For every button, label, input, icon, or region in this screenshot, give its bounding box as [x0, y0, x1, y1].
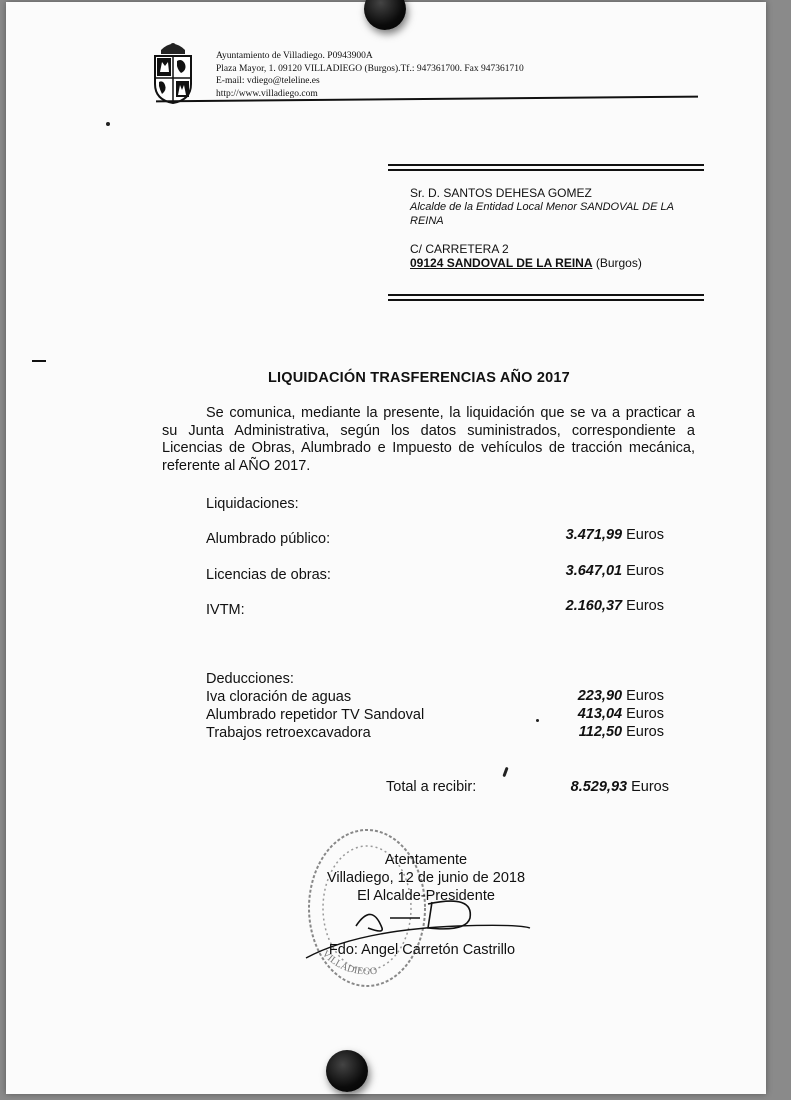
- amount-value: 413,04: [577, 706, 623, 722]
- seal-text: VILLADIEGO: [319, 948, 378, 978]
- amount-unit: Euros: [622, 563, 664, 579]
- liquidacion-amount: [566, 527, 664, 543]
- document-title: LIQUIDACIÓN TRASFERENCIAS AÑO 2017: [268, 370, 570, 386]
- letter-page: [6, 2, 766, 1094]
- letterhead-name: Ayuntamiento de Villadiego. P0943900A: [216, 51, 373, 61]
- closing-position: El Alcalde-Presidente: [357, 888, 495, 904]
- recipient-province: (Burgos): [592, 256, 642, 270]
- closing-greeting: Atentamente: [384, 852, 468, 868]
- liquidacion-label: Alumbrado público:: [206, 531, 331, 547]
- amount-value: 3.647,01: [565, 563, 623, 579]
- deducciones-heading: Deducciones:: [206, 671, 294, 687]
- letterhead-website: http://www.villadiego.com: [216, 88, 318, 99]
- deduccion-amount: [578, 688, 664, 704]
- recipient-role: Alcalde de la Entidad Local Menor SANDOVAL DE LA REINA: [410, 201, 674, 227]
- amount-unit: Euros: [622, 527, 664, 543]
- amount-value: 3.471,99: [565, 527, 623, 543]
- amount-value: 223,90: [577, 688, 623, 704]
- ink-speck: [502, 767, 508, 777]
- liquidacion-label: Licencias de obras:: [206, 567, 331, 583]
- letterhead: [216, 50, 524, 100]
- push-pin-bottom: [326, 1050, 368, 1092]
- address-rule-top-2: [388, 169, 704, 171]
- amount-unit: Euros: [627, 779, 669, 795]
- amount-unit: Euros: [622, 598, 664, 614]
- deduccion-amount: [578, 706, 664, 722]
- recipient-address: [410, 186, 710, 270]
- closing-place-date: Villadiego, 12 de junio de 2018: [326, 870, 526, 886]
- ink-speck: [536, 719, 539, 722]
- deduccion-label: Iva cloración de aguas: [206, 689, 352, 705]
- handwritten-signature: [298, 884, 538, 974]
- deduccion-label: Alumbrado repetidor TV Sandoval: [206, 707, 425, 723]
- amount-value: 8.529,93: [570, 779, 628, 795]
- deduccion-amount: [579, 724, 664, 740]
- amount-unit: Euros: [622, 706, 664, 722]
- amount-unit: Euros: [622, 688, 664, 704]
- recipient-postcode-city: 09124 SANDOVAL DE LA REINA: [410, 256, 593, 270]
- address-rule-bottom-2: [388, 299, 704, 301]
- liquidacion-amount: [566, 563, 664, 579]
- address-rule-top-1: [388, 164, 704, 166]
- recipient-city: [410, 256, 710, 270]
- liquidacion-label: IVTM:: [206, 602, 245, 618]
- letterhead-address: Plaza Mayor, 1. 09120 VILLADIEGO (Burgos).Tf.: 947361700. Fax 947361710: [216, 63, 524, 74]
- recipient-name: Sr. D. SANTOS DEHESA GOMEZ: [410, 186, 592, 200]
- amount-unit: Euros: [622, 724, 664, 740]
- recipient-street: C/ CARRETERA 2: [410, 242, 509, 256]
- body-paragraph: [162, 405, 695, 475]
- ink-speck: [106, 122, 110, 126]
- letterhead-email: E-mail: vdiego@teleline.es: [216, 76, 320, 86]
- body-text: Se comunica, mediante la presente, la liquidación que se va a practicar a su Junta Administrativa, según los datos suministrados, correspondiente a Licencias de Obras, Alumbrado e Impuesto de vehículos de tracción mecánica, referente al AÑO 2017.: [162, 405, 695, 474]
- address-rule-bottom-1: [388, 294, 704, 296]
- coat-of-arms-logo: [151, 40, 195, 104]
- total-label: Total a recibir:: [386, 779, 477, 795]
- amount-value: 2.160,37: [565, 598, 623, 614]
- deduccion-label: Trabajos retroexcavadora: [206, 725, 371, 741]
- total-amount: [571, 779, 669, 795]
- closing-signed-by: Fdo: Angel Carretón Castrillo: [328, 942, 516, 958]
- margin-mark: [32, 360, 46, 362]
- amount-value: 112,50: [578, 724, 623, 740]
- liquidacion-amount: [566, 598, 664, 614]
- liquidaciones-heading: Liquidaciones:: [206, 496, 299, 512]
